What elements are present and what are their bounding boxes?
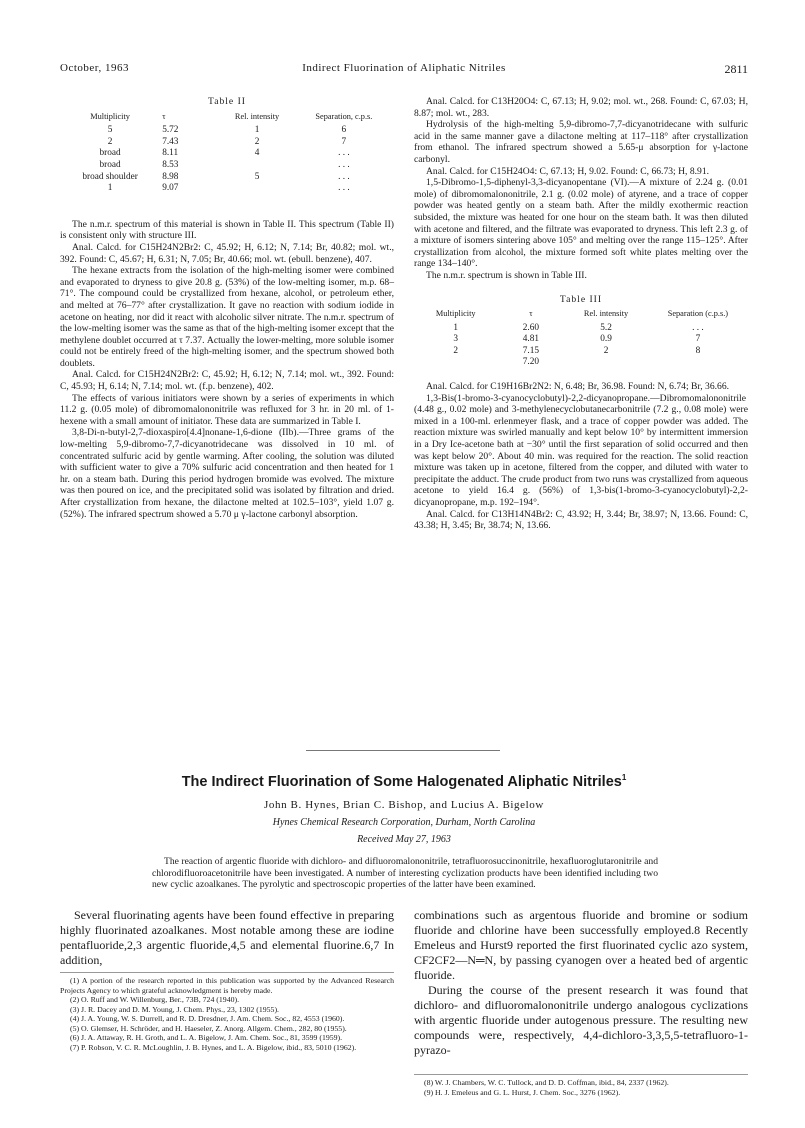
footnote-rule <box>60 972 394 973</box>
table-3-caption: Table III <box>559 293 603 305</box>
table-cell: 6 <box>341 125 347 136</box>
table-cell: 7 <box>695 334 701 345</box>
table-cell <box>414 357 498 369</box>
footnote: (2) O. Ruff and W. Willenburg, Ber., 73B, 724 (1940). <box>70 995 240 1004</box>
table-3 <box>414 308 748 369</box>
footnote: (7) P. Robson, V. C. R. McLoughlin, J. B. Hynes, and L. A. Bigelow, ibid., 83, 5010 (1962). <box>70 1042 357 1052</box>
table-row <box>60 172 394 184</box>
table-cell: 2 <box>453 345 459 356</box>
footnotes-left <box>60 976 394 1052</box>
table-column-header: Separation (c.p.s.) <box>667 309 729 319</box>
table-3-header-row <box>414 308 748 323</box>
table-cell: . . . <box>338 148 350 159</box>
table-cell <box>220 183 293 195</box>
table-cell: 7.15 <box>522 345 540 356</box>
table-cell: 5 <box>107 125 113 136</box>
table-cell: . . . <box>692 322 704 333</box>
right-column <box>414 96 748 532</box>
text-paragraph: Hydrolysis of the high-melting 5,9-dibromo-7,7-dicyanotridecane with sulfuric acid in the same manner gave a dilactone melting at 117–118° after crystallization from ethanol. The infrared spectrum showed a 5.65-μ absorption for γ-lactone carbonyl. <box>414 119 748 165</box>
table-row <box>414 346 748 358</box>
table-column-header: Multiplicity <box>90 111 130 121</box>
table-cell: 3 <box>453 334 459 345</box>
text-paragraph: Anal. Calcd. for C13H14N4Br2: C, 43.92; H, 3.44; Br, 38.97; N, 13.66. Found: C, 43.38; H, 3.45; Br, 38.74; N, 13.66. <box>414 508 748 532</box>
right-column-text-top <box>414 96 748 282</box>
table-3-body <box>414 323 748 369</box>
table-2 <box>60 111 394 195</box>
table-cell: 8.98 <box>162 171 179 182</box>
table-column-header: Rel. intensity <box>583 309 629 319</box>
body-paragraph: combinations such as argentous fluoride and bromine or sodium fluoride and chlorine have been successfully employed.8 Recently Emeleus and Hurst9 reported the first fluorinated cyclic azo system, CF2CF2—N═N, by passing cyanogen over a heated bed of argentic fluoride. <box>414 908 748 982</box>
text-paragraph: Anal. Calcd. for C19H16Br2N2: N, 6.48; Br, 36.98. Found: N, 6.74; Br, 36.66. <box>426 381 730 393</box>
table-column-header: τ <box>529 309 533 319</box>
table-row <box>414 357 748 369</box>
table-row <box>414 323 748 335</box>
running-header <box>60 62 748 78</box>
table-cell: 1 <box>453 322 459 333</box>
table-column-header: τ <box>162 111 166 121</box>
table-row <box>60 148 394 160</box>
table-cell: broad <box>99 148 121 159</box>
table-cell: 5.2 <box>600 322 612 333</box>
table-column-header: Separation, c.p.s. <box>315 111 373 121</box>
table-cell: 8.53 <box>162 159 179 170</box>
page-number: 2811 <box>724 62 748 76</box>
text-paragraph: Anal. Calcd. for C13H20O4: C, 67.13; H, 9.02; mol. wt., 268. Found: C, 67.03; H, 8.87; mol. wt., 283. <box>414 96 748 119</box>
header-journal-title: Indirect Fluorination of Aliphatic Nitriles <box>302 62 506 74</box>
header-date: October, 1963 <box>60 62 129 74</box>
body-paragraph: Several fluorinating agents have been found effective in preparing highly fluorinated azoalkanes. Most notable among these are iodine pentafluoride,2,3 argentic fluoride,4,5 and elemental fluorine.6,7 In addition, <box>60 908 394 967</box>
text-paragraph: 1,3-Bis(1-bromo-3-cyanocyclobutyl)-2,2-dicyanopropane.—Dibromomalononitrile (4.48 g., 0.02 mole) and 3-methylenecyclobutanecarbonitrile (7.2 g., 0.08 mole) were mixed in a 100-ml. erlenmeyer flask, and a trace of copper powder was added. The reaction mixture was swirled manually and kept below 10° by intermittent immersion in a Dry Ice-acetone bath at −30° until the first separation of solid occurred and then was kept below 20°. About 40 min. was required for the reaction. The solid reaction mixture was taken up in acetone, filtered from the copper, and diluted with water to precipitate the adduct. The crude product from two runs was crystallized from aqueous acetone to yield 16.4 g. (56%) of 1,3-bis(1-bromo-3-cyanocyclobutyl)-2,2-dicyanopropane, m.p. 192–194°. <box>414 392 748 508</box>
footnote: (3) J. R. Dacey and D. M. Young, J. Chem. Phys., 23, 1302 (1955). <box>70 1004 279 1014</box>
table-cell: . . . <box>338 183 350 194</box>
received-date: Received May 27, 1963 <box>357 834 451 845</box>
table-cell: 2 <box>603 345 609 356</box>
body-paragraph: During the course of the present research it was found that dichloro- and difluoromalononitrile undergo analogous cyclizations with argentic fluoride under autogenous pressure. The resulting new compounds were, respectively, 4,4-dichloro-3,3,5,5-tetrafluoro-1-pyrazo- <box>414 983 748 1057</box>
article-affiliation: Hynes Chemical Research Corporation, Durham, North Carolina <box>272 817 536 828</box>
table-cell <box>220 160 293 172</box>
table-2-header-row <box>60 111 394 126</box>
article-authors: John B. Hynes, Brian C. Bishop, and Lucius A. Bigelow <box>264 799 544 811</box>
table-cell: 2 <box>254 136 260 147</box>
footnote: (6) J. A. Attaway, R. H. Groth, and L. A. Bigelow, J. Am. Chem. Soc., 81, 3599 (1959). <box>70 1033 343 1042</box>
table-cell: 1 <box>107 183 113 194</box>
text-paragraph: Anal. Calcd. for C15H24O4: C, 67.13; H, 9.02. Found: C, 66.73; H, 8.91. <box>426 165 710 177</box>
left-column-text <box>60 219 394 520</box>
table-cell: . . . <box>338 159 350 170</box>
right-column-text-bottom <box>414 381 748 532</box>
table-row <box>414 334 748 346</box>
table-cell: 7.43 <box>162 136 179 147</box>
table-cell: 2 <box>107 136 113 147</box>
table-cell: 5 <box>254 171 260 182</box>
text-paragraph: Anal. Calcd. for C15H24N2Br2: C, 45.92; H, 6.12; N, 7.14; Br, 40.82; mol. wt., 392. Found: C, 45.67; H, 6.31; N, 7.05; Br, 40.66; mol. wt. (ebull. benzene), 407. <box>60 241 394 265</box>
table-cell: 9.07 <box>162 183 179 194</box>
body-left-column <box>60 908 394 968</box>
text-paragraph: The n.m.r. spectrum is shown in Table III. <box>426 269 587 281</box>
table-cell: broad shoulder <box>82 171 138 182</box>
table-2-caption: Table II <box>208 96 246 107</box>
table-cell: 4.81 <box>522 334 540 345</box>
left-column <box>60 96 394 520</box>
footnote: (8) W. J. Chambers, W. C. Tullock, and D. D. Coffman, ibid., 84, 2337 (1962). <box>424 1078 669 1087</box>
table-cell: 8 <box>695 345 701 356</box>
text-paragraph: Anal. Calcd. for C15H24N2Br2: C, 45.92; H, 6.12; N, 7.14; mol. wt., 392. Found: C, 45.93; H, 6.14; N, 7.14; mol. wt. (f.p. benzene), 402. <box>60 369 394 393</box>
table-column-header: Multiplicity <box>435 309 476 319</box>
table-cell: 8.11 <box>162 148 179 159</box>
text-paragraph: The n.m.r. spectrum of this material is shown in Table II. This spectrum (Table II) is consistent only with structure III. <box>60 218 394 242</box>
text-paragraph: The effects of various initiators were shown by a series of experiments in which 11.2 g. (0.05 mole) of dibromomalononitrile was refluxed for 3 hr. in 20 ml. of 1-hexene with a small amount of initiator. These data are summarized in Table I. <box>60 392 394 427</box>
footnote: (9) H. J. Emeleus and G. L. Hurst, J. Chem. Soc., 3276 (1962). <box>424 1087 621 1097</box>
footnote: (5) O. Glemser, H. Schröder, and H. Haeseler, Z. Anorg. Allgem. Chem., 282, 80 (1955). <box>70 1023 347 1033</box>
table-row <box>60 160 394 172</box>
table-cell: 4 <box>254 148 260 159</box>
table-row <box>60 183 394 195</box>
section-divider <box>306 750 500 751</box>
article-title: The Indirect Fluorination of Some Halogenated Aliphatic Nitriles$^1$ <box>181 773 627 790</box>
table-cell: 2.60 <box>522 322 540 333</box>
table-row <box>60 137 394 149</box>
article-abstract: The reaction of argentic fluoride with dichloro- and difluoromalononitrile, tetrafluorosuccinonitrile, hexafluoroglutaronitrile and chlorodifluoroacetonitrile have been investigated. A number of interesting cyclization products have been identified including two new cyclic azoalkanes. The pyrolytic and spectroscopic properties of the latter have been examined. <box>152 856 658 891</box>
footnote: (1) A portion of the research reported in this publication was supported by the Advanced Research Projects Agency to which grateful acknowledgment is hereby made. <box>60 976 394 995</box>
text-paragraph: 3,8-Di-n-butyl-2,7-dioxaspiro[4.4]nonane-1,6-dione (IIb).—Three grams of the low-melting 5,9-dibromo-7,7-dicyanotridecane was dissolved in 10 ml. of concentrated sulfuric acid by gentle warming. After cooling, the solution was diluted with sufficient water to give a 70% sulfuric acid concentration and then heated for 1 hr. on a steam bath. During this period hydrogen bromide was evolved. The mixture was then poured on ice, and the precipitated solid was isolated by filtration and dried. After crystallization from hexane, the dilactone melted at 102.5–103°, yield 1.07 g. (52%). The infrared spectrum showed a 5.70 μ γ-lactone carbonyl absorption. <box>60 427 394 520</box>
text-paragraph: The hexane extracts from the isolation of the high-melting isomer were combined and evaporated to dryness to give 20.8 g. (53%) of the low-melting isomer, m.p. 68–71°. The compound could be crystallized from hexane, alcohol, or petroleum ether, and melted at 76–77° after crystallization. It gave no reaction with sodium iodide in acetone on heating, nor did it react with alcoholic silver nitrate. The n.m.r. spectrum of the low-melting isomer was the same as that of the high-melting isomer except that the methylene doublet occurred at τ 7.37. Actually the lower-melting, more soluble isomer could not be entirely freed of the high-melting isomer, and the spectrum showed both doublets. <box>60 265 394 369</box>
table-row <box>60 125 394 137</box>
table-cell: 0.9 <box>600 334 612 345</box>
table-cell: . . . <box>338 171 350 182</box>
table-cell: 7.20 <box>522 357 540 368</box>
footnote-rule-right <box>414 1074 748 1075</box>
table-cell: 5.72 <box>162 125 179 136</box>
footnote: (4) J. A. Young, W. S. Durrell, and R. D. Dresdner, J. Am. Chem. Soc., 82, 4553 (1960). <box>70 1014 345 1023</box>
text-paragraph: 1,5-Dibromo-1,5-diphenyl-3,3-dicyanopentane (VI).—A mixture of 2.24 g. (0.01 mole) of dibromomalononitrile, 2.1 g. (0.02 mole) of atyrene, and a trace of copper powder was heated gently on a steam bath. After the mildly exothermic reaction subsided, the mixture was heated for one hour on the steam bath. It was then diluted with acetone and filtered, and the filtrate was evaporated to dryness. This left 2.3 g. of a mixture of isomers sintering above 105° and melting over the range 115–125°. After crystallization from alcohol, the mixture formed soft white plates melting over the range 134–140°. <box>414 177 748 270</box>
table-column-header: Rel. intensity <box>234 111 280 121</box>
table-cell: broad <box>99 159 121 170</box>
body-right-column <box>414 908 748 1058</box>
table-cell: 1 <box>254 125 260 136</box>
table-cell: 7 <box>341 136 347 147</box>
footnotes-right <box>414 1078 748 1097</box>
table-2-body <box>60 125 394 195</box>
table-cell <box>648 357 748 369</box>
table-cell <box>564 357 648 369</box>
